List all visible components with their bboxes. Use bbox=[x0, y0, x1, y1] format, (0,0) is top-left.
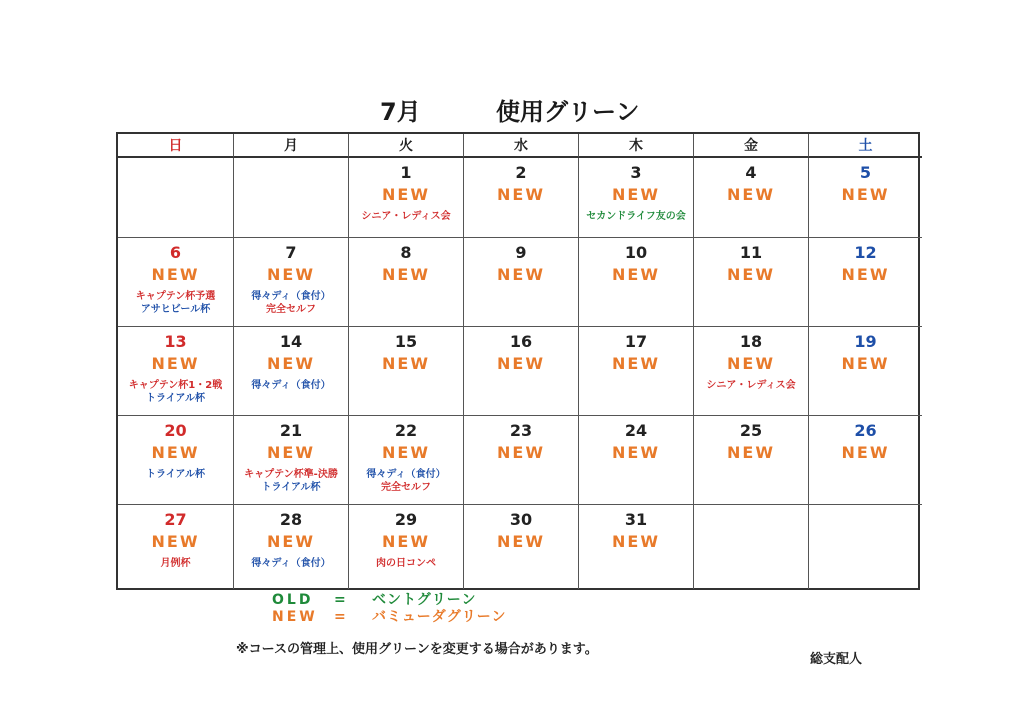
green-type-label: NEW bbox=[497, 185, 545, 204]
day-cell bbox=[464, 158, 579, 238]
green-type-label: NEW bbox=[267, 443, 315, 462]
event-note: 完全セルフ bbox=[381, 482, 431, 493]
day-cell bbox=[464, 327, 579, 416]
day-cell bbox=[464, 238, 579, 327]
green-type-label: NEW bbox=[727, 443, 775, 462]
day-number: 24 bbox=[624, 421, 648, 440]
legend-old-eq: = bbox=[334, 592, 347, 608]
green-type-label: NEW bbox=[151, 443, 200, 462]
event-note: シニア・レディス会 bbox=[706, 380, 796, 391]
day-number: 16 bbox=[509, 332, 533, 351]
day-cell bbox=[809, 416, 922, 505]
green-type-label: NEW bbox=[841, 443, 890, 462]
day-cell bbox=[234, 416, 349, 505]
green-type-label: NEW bbox=[612, 185, 660, 204]
event-notes bbox=[118, 557, 233, 570]
day-cell bbox=[579, 416, 694, 505]
title-text: 使用グリーン bbox=[496, 98, 640, 126]
day-number: 1 bbox=[400, 163, 412, 182]
green-type-label: NEW bbox=[497, 354, 545, 373]
day-number: 8 bbox=[400, 243, 412, 262]
event-notes bbox=[234, 557, 348, 570]
day-cell bbox=[349, 158, 464, 238]
event-notes bbox=[349, 468, 463, 494]
day-cell bbox=[234, 505, 349, 589]
event-note: セカンドライフ友の会 bbox=[586, 211, 686, 222]
calendar-grid bbox=[116, 132, 920, 590]
empty-day-cell bbox=[694, 505, 809, 589]
legend bbox=[272, 592, 506, 626]
day-number: 6 bbox=[169, 243, 182, 262]
day-number: 14 bbox=[279, 332, 303, 351]
day-number: 11 bbox=[739, 243, 763, 262]
event-note: 月例杯 bbox=[160, 558, 191, 569]
weekday-header: 木 bbox=[579, 134, 694, 158]
event-note: 得々ディ（食付） bbox=[251, 558, 331, 569]
legend-old-code: OLD bbox=[272, 592, 314, 608]
green-type-label: NEW bbox=[151, 265, 200, 284]
day-cell bbox=[118, 416, 234, 505]
day-cell bbox=[579, 327, 694, 416]
day-number: 4 bbox=[745, 163, 757, 182]
day-number: 25 bbox=[739, 421, 763, 440]
day-number: 20 bbox=[164, 421, 187, 440]
legend-old-text: ベントグリーン bbox=[372, 592, 477, 608]
weekday-header: 火 bbox=[349, 134, 464, 158]
day-cell bbox=[118, 505, 234, 589]
day-cell bbox=[349, 505, 464, 589]
weekday-header: 日 bbox=[118, 134, 234, 158]
event-note: 完全セルフ bbox=[266, 304, 316, 315]
day-number: 31 bbox=[624, 510, 648, 529]
green-type-label: NEW bbox=[612, 265, 660, 284]
day-cell bbox=[809, 158, 922, 238]
green-type-label: NEW bbox=[841, 185, 890, 204]
green-type-label: NEW bbox=[382, 354, 430, 373]
green-type-label: NEW bbox=[382, 265, 430, 284]
event-note: アサヒビール杯 bbox=[140, 304, 211, 315]
day-number: 26 bbox=[854, 421, 877, 440]
event-note: シニア・レディス会 bbox=[361, 211, 451, 222]
weekday-header: 土 bbox=[809, 134, 922, 158]
green-type-label: NEW bbox=[497, 532, 545, 551]
legend-new-code: NEW bbox=[272, 609, 318, 625]
weekday-header: 水 bbox=[464, 134, 579, 158]
day-number: 7 bbox=[285, 243, 297, 262]
day-number: 30 bbox=[509, 510, 533, 529]
day-number: 12 bbox=[854, 243, 877, 262]
day-number: 23 bbox=[509, 421, 533, 440]
event-notes bbox=[118, 468, 233, 481]
day-cell bbox=[118, 238, 234, 327]
day-cell bbox=[809, 238, 922, 327]
day-number: 18 bbox=[739, 332, 763, 351]
green-type-label: NEW bbox=[382, 185, 430, 204]
day-number: 28 bbox=[279, 510, 303, 529]
green-type-label: NEW bbox=[727, 354, 775, 373]
day-number: 29 bbox=[394, 510, 418, 529]
day-number: 5 bbox=[859, 163, 872, 182]
day-number: 22 bbox=[394, 421, 418, 440]
empty-day-cell bbox=[118, 158, 234, 238]
event-note: キャプテン杯準-決勝 bbox=[244, 469, 338, 480]
green-type-label: NEW bbox=[612, 354, 660, 373]
event-notes bbox=[694, 379, 808, 392]
green-type-label: NEW bbox=[382, 532, 430, 551]
green-type-label: NEW bbox=[612, 532, 660, 551]
event-notes bbox=[234, 379, 348, 392]
notice-text: ※コースの管理上、使用グリーンを変更する場合があります。 bbox=[236, 642, 598, 657]
green-type-label: NEW bbox=[151, 532, 200, 551]
day-cell bbox=[349, 327, 464, 416]
green-type-label: NEW bbox=[267, 354, 315, 373]
day-number: 17 bbox=[624, 332, 648, 351]
day-cell bbox=[694, 327, 809, 416]
day-number: 2 bbox=[515, 163, 527, 182]
event-note: トライアル杯 bbox=[146, 469, 205, 480]
day-cell bbox=[579, 158, 694, 238]
day-cell bbox=[349, 238, 464, 327]
green-type-label: NEW bbox=[727, 265, 775, 284]
event-note: トライアル杯 bbox=[146, 393, 205, 404]
event-notes bbox=[349, 557, 463, 570]
legend-new bbox=[272, 609, 506, 626]
weekday-header: 月 bbox=[234, 134, 349, 158]
event-note: 得々ディ（食付） bbox=[251, 380, 331, 391]
day-cell bbox=[809, 327, 922, 416]
calendar-title bbox=[380, 92, 640, 127]
empty-day-cell bbox=[234, 158, 349, 238]
day-cell bbox=[464, 505, 579, 589]
day-cell bbox=[118, 327, 234, 416]
day-number: 9 bbox=[515, 243, 527, 262]
day-number: 19 bbox=[854, 332, 877, 351]
event-notes bbox=[118, 290, 233, 316]
event-notes bbox=[579, 210, 693, 223]
green-type-label: NEW bbox=[497, 443, 545, 462]
event-notes bbox=[118, 379, 233, 405]
signer: 総支配人 bbox=[810, 652, 863, 667]
title-month: 7月 bbox=[380, 98, 421, 126]
green-type-label: NEW bbox=[382, 443, 430, 462]
event-notes bbox=[349, 210, 463, 223]
green-type-label: NEW bbox=[612, 443, 660, 462]
day-number: 27 bbox=[164, 510, 187, 529]
day-cell bbox=[464, 416, 579, 505]
empty-day-cell bbox=[809, 505, 922, 589]
day-cell bbox=[694, 416, 809, 505]
event-note: キャプテン杯1・2戦 bbox=[128, 380, 223, 391]
legend-new-eq: = bbox=[334, 609, 347, 625]
day-cell bbox=[579, 238, 694, 327]
green-type-label: NEW bbox=[267, 265, 315, 284]
event-note: 得々ディ（食付） bbox=[251, 291, 331, 302]
day-number: 21 bbox=[279, 421, 303, 440]
event-note: 肉の日コンペ bbox=[376, 558, 436, 569]
day-cell bbox=[234, 327, 349, 416]
day-number: 15 bbox=[394, 332, 418, 351]
green-type-label: NEW bbox=[497, 265, 545, 284]
green-type-label: NEW bbox=[267, 532, 315, 551]
legend-old bbox=[272, 592, 506, 609]
green-type-label: NEW bbox=[841, 265, 890, 284]
event-note: キャプテン杯予選 bbox=[135, 291, 216, 302]
weekday-header: 金 bbox=[694, 134, 809, 158]
day-cell bbox=[579, 505, 694, 589]
day-cell bbox=[349, 416, 464, 505]
day-cell bbox=[694, 158, 809, 238]
green-type-label: NEW bbox=[727, 185, 775, 204]
event-notes bbox=[234, 290, 348, 316]
day-number: 3 bbox=[630, 163, 642, 182]
day-number: 13 bbox=[164, 332, 187, 351]
green-type-label: NEW bbox=[151, 354, 200, 373]
day-cell bbox=[694, 238, 809, 327]
legend-new-text: バミューダグリーン bbox=[372, 609, 507, 625]
event-note: トライアル杯 bbox=[261, 482, 321, 493]
event-notes bbox=[234, 468, 348, 494]
event-note: 得々ディ（食付） bbox=[366, 469, 446, 480]
day-cell bbox=[234, 238, 349, 327]
green-type-label: NEW bbox=[841, 354, 890, 373]
day-number: 10 bbox=[624, 243, 648, 262]
